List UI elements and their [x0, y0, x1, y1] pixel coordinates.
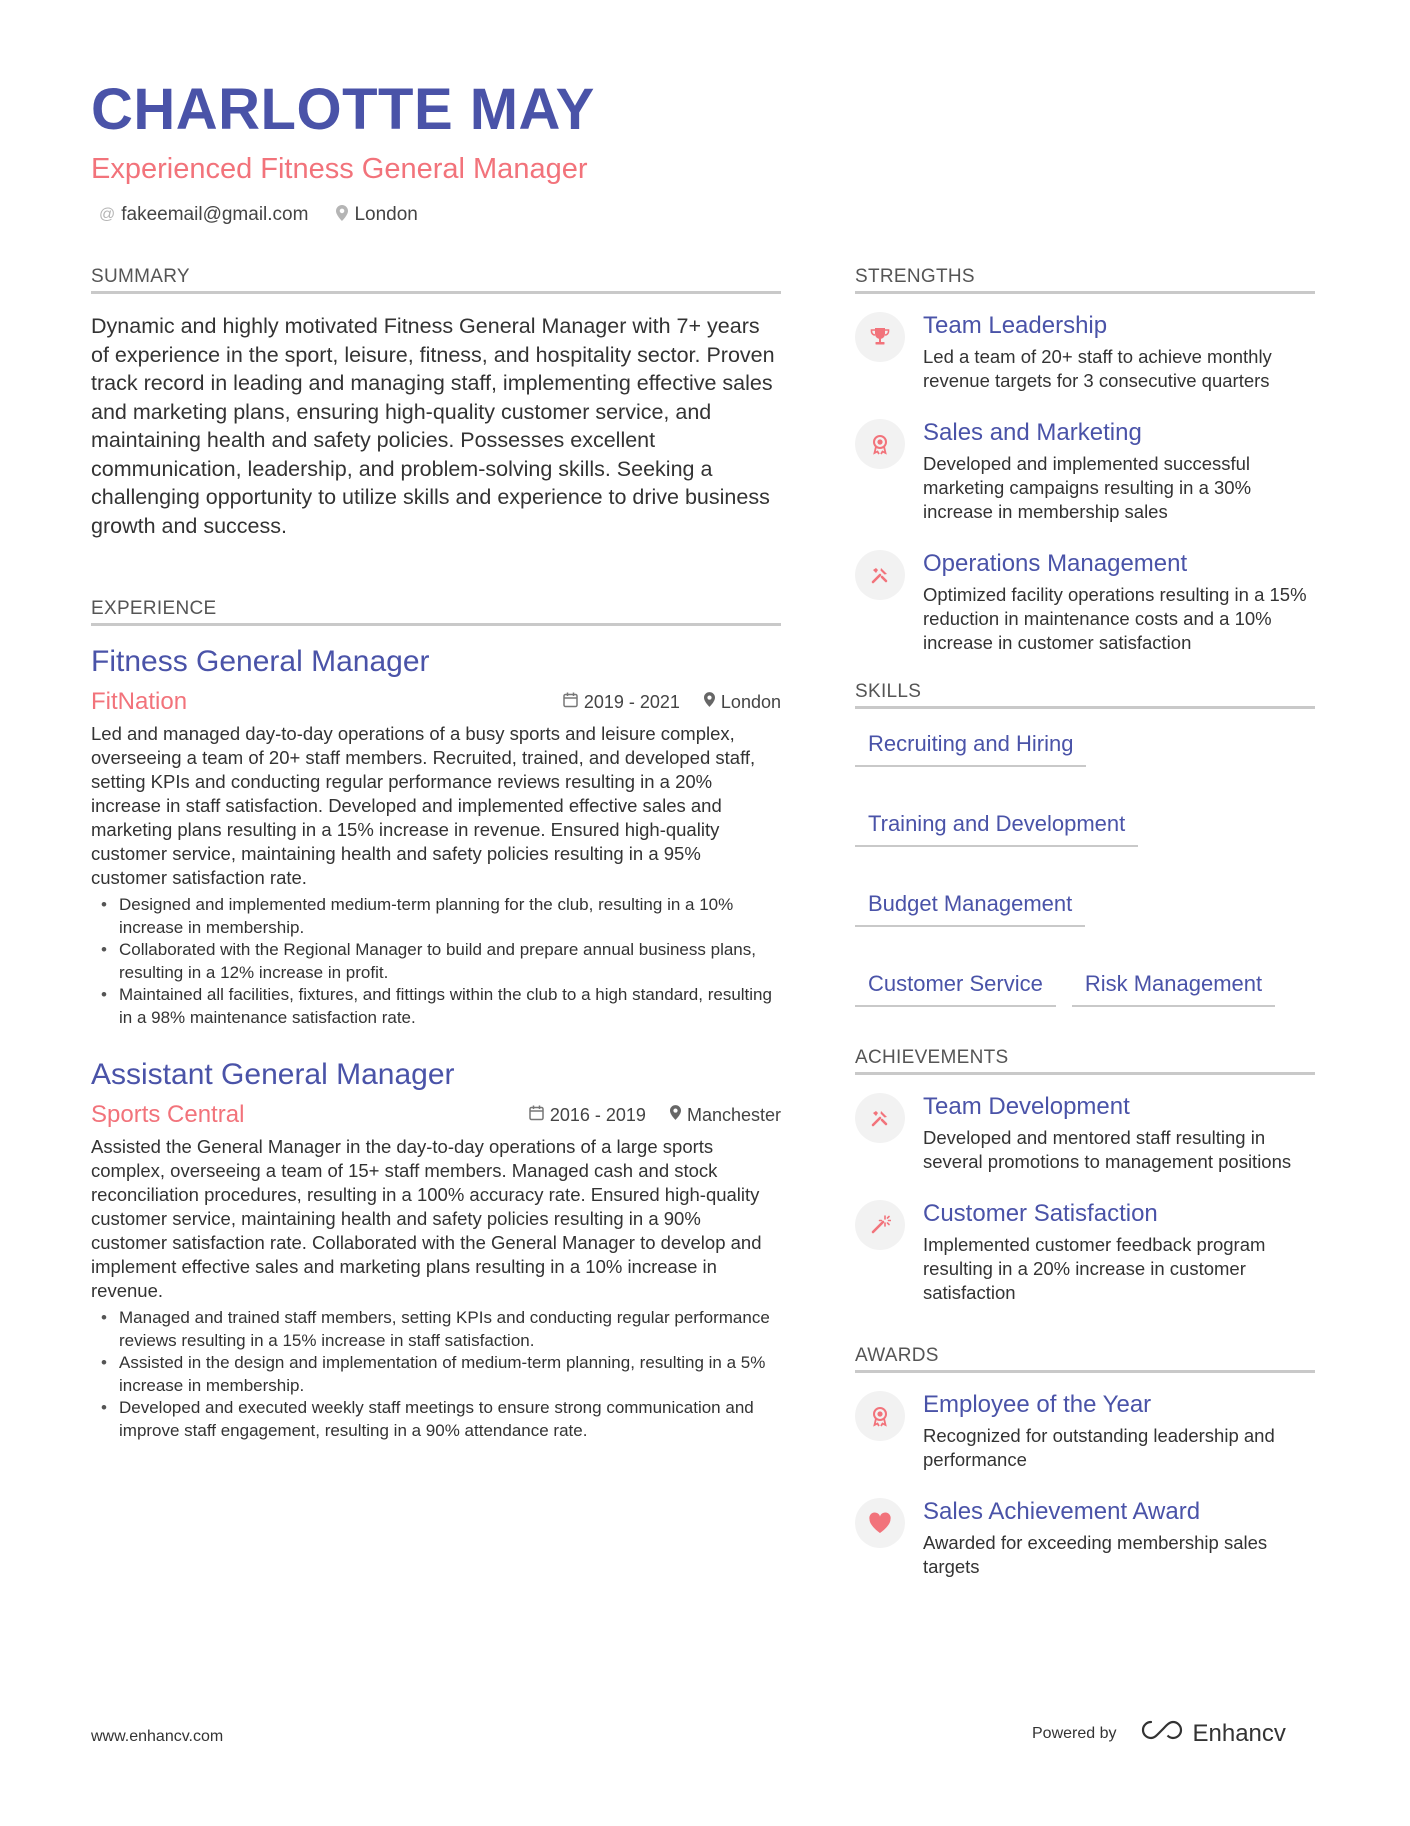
company-name: Sports Central [91, 1101, 245, 1128]
job-dates [563, 692, 680, 713]
award-title: Employee of the Year [923, 1391, 1152, 1418]
summary-heading: SUMMARY [91, 266, 781, 294]
calendar-icon [529, 1105, 544, 1126]
job-entry [91, 644, 781, 1029]
job-dates-text: 2019 - 2021 [583, 691, 680, 712]
achievements-heading: ACHIEVEMENTS [855, 1047, 1315, 1075]
achievement-description: Developed and mentored staff resulting in several promotions to management positions [923, 1127, 1292, 1172]
strength-title: Operations Management [923, 550, 1188, 577]
job-description: Assisted the General Manager in the day-to-day operations of a large sports complex, overseeing a team of 15+ staff members. Managed cash and stock reconciliation procedures, resulting in a 100% accuracy rate. Ensured high-quality customer service, maintaining health and safety policies resulting in a 90% customer satisfaction rate. Collaborated with the General Manager to develop and implement effective sales and marketing plans resulting in a 10% increase in revenue. [91, 1136, 762, 1301]
job-bullet: • Managed and trained staff members, setting KPIs and conducting regular performance reviews resulting in a 15% increase in staff satisfaction. [91, 1307, 781, 1352]
strengths-section [855, 266, 1315, 655]
job-location-text: London [720, 691, 781, 712]
strength-description: Led a team of 20+ staff to achieve monthly revenue targets for 3 consecutive quarters [923, 346, 1272, 391]
job-bullets [91, 1307, 781, 1442]
achievements-section [855, 1047, 1315, 1305]
location-pin-icon [336, 205, 348, 226]
strength-body [923, 312, 1315, 393]
brand-logo[interactable] [1139, 1718, 1286, 1749]
job-info-row [91, 688, 781, 716]
tools-icon [855, 550, 905, 600]
skills-list [855, 727, 1315, 1007]
award-body [923, 1498, 1315, 1579]
job-dates [529, 1105, 646, 1126]
job-description: Led and managed day-to-day operations of a busy sports and leisure complex, overseeing a team of 20+ staff members. Recruited, trained, and developed staff, setting KPIs and conducting regular performance reviews resulting in a 20% increase in staff satisfaction. Developed and implemented effective sales and marketing plans resulting in a 15% increase in revenue. Ensured high-quality customer service, maintaining health and safety policies resulting in a 95% customer satisfaction rate. [91, 723, 756, 888]
job-bullets [91, 894, 781, 1029]
skill-tag: Recruiting and Hiring [855, 727, 1086, 767]
achievement-body [923, 1093, 1315, 1174]
award-description: Awarded for exceeding membership sales targets [923, 1532, 1268, 1577]
skills-heading: SKILLS [855, 681, 1315, 709]
company-name: FitNation [91, 688, 188, 715]
job-entry [91, 1057, 781, 1442]
summary-section [91, 266, 781, 540]
job-bullet: • Collaborated with the Regional Manager to build and prepare annual business plans, resulting in a 12% increase in profit. [91, 939, 781, 984]
contact-info [91, 204, 1321, 226]
award-body [923, 1391, 1315, 1472]
achievement-title: Customer Satisfaction [923, 1200, 1158, 1227]
job-location [670, 1105, 781, 1126]
strength-item [855, 419, 1315, 524]
experience-heading: EXPERIENCE [91, 598, 781, 626]
footer-branding [1032, 1718, 1286, 1749]
location-pin-icon [704, 692, 715, 712]
strength-item [855, 312, 1315, 393]
skill-tag: Budget Management [855, 887, 1085, 927]
achievement-description: Implemented customer feedback program resulting in a 20% increase in customer satisfaction [923, 1234, 1266, 1303]
at-sign-icon: @ [99, 206, 116, 223]
achievement-title: Team Development [923, 1093, 1130, 1120]
skill-tag: Training and Development [855, 807, 1138, 847]
trophy-icon [855, 312, 905, 362]
job-location [704, 692, 781, 713]
award-item [855, 1498, 1315, 1579]
skill-tag: Risk Management [1072, 967, 1275, 1007]
strength-item [855, 550, 1315, 655]
strength-body [923, 419, 1315, 524]
tools-icon [855, 1093, 905, 1143]
heart-icon [855, 1498, 905, 1548]
achievement-body [923, 1200, 1315, 1305]
calendar-icon [563, 692, 578, 713]
brand-name: Enhancv [1192, 1719, 1286, 1747]
award-item [855, 1391, 1315, 1472]
email-text: fakeemail@gmail.com [121, 204, 309, 225]
skills-section [855, 681, 1315, 1007]
magic-wand-icon [855, 1200, 905, 1250]
award-title: Sales Achievement Award [923, 1498, 1201, 1525]
strength-description: Developed and implemented successful marketing campaigns resulting in a 30% increase in membership sales [923, 453, 1252, 522]
job-title: Assistant General Manager [91, 1058, 455, 1091]
strength-body [923, 550, 1315, 655]
job-location-text: Manchester [686, 1104, 781, 1125]
medal-icon [855, 419, 905, 469]
job-bullet: • Assisted in the design and implementation of medium-term planning, resulting in a 5% increase in membership. [91, 1352, 781, 1397]
candidate-title: Experienced Fitness General Manager [91, 153, 588, 185]
job-dates-text: 2016 - 2019 [549, 1104, 646, 1125]
location-text: London [354, 204, 418, 225]
job-info-row [91, 1101, 781, 1129]
powered-by-text: Powered by [1032, 1724, 1117, 1742]
resume-header [91, 78, 1321, 226]
skill-tag: Customer Service [855, 967, 1056, 1007]
awards-section [855, 1345, 1315, 1579]
location-pin-icon [670, 1105, 681, 1125]
strengths-heading: STRENGTHS [855, 266, 1315, 294]
summary-text: Dynamic and highly motivated Fitness General Manager with 7+ years of experience in the sport, leisure, fitness, and hospitality sector. Proven track record in leading and managing staff, implementing effective sales and marketing plans, ensuring high-quality customer service, and maintaining health and safety policies. Possesses excellent communication, leadership, and problem-solving skills. Seeking a challenging opportunity to utilize skills and experience to drive business growth and success. [91, 314, 775, 538]
infinity-logo-icon [1139, 1718, 1185, 1749]
achievement-item [855, 1200, 1315, 1305]
medal-icon [855, 1391, 905, 1441]
job-bullet: • Maintained all facilities, fixtures, and fittings within the club to a high standard, resulting in a 98% maintenance satisfaction rate. [91, 984, 781, 1029]
website-link[interactable]: www.enhancv.com [91, 1728, 224, 1745]
job-title: Fitness General Manager [91, 645, 430, 678]
job-bullet: • Designed and implemented medium-term planning for the club, resulting in a 10% increase in membership. [91, 894, 781, 939]
location-contact [336, 204, 417, 226]
email-contact [99, 204, 308, 226]
right-column [855, 266, 1315, 1605]
awards-heading: AWARDS [855, 1345, 1315, 1373]
achievement-item [855, 1093, 1315, 1174]
strength-description: Optimized facility operations resulting in a 15% reduction in maintenance costs and a 10% increase in customer satisfaction [923, 584, 1307, 653]
job-meta [563, 692, 781, 713]
left-column [91, 266, 781, 1470]
strength-title: Sales and Marketing [923, 419, 1142, 446]
strength-title: Team Leadership [923, 312, 1108, 339]
job-meta [529, 1105, 781, 1126]
award-description: Recognized for outstanding leadership and performance [923, 1425, 1275, 1470]
job-bullet: • Developed and executed weekly staff meetings to ensure strong communication and improve staff engagement, resulting in a 90% attendance rate. [91, 1397, 781, 1442]
experience-section [91, 598, 781, 1442]
candidate-name: CHARLOTTE MAY [91, 77, 595, 142]
